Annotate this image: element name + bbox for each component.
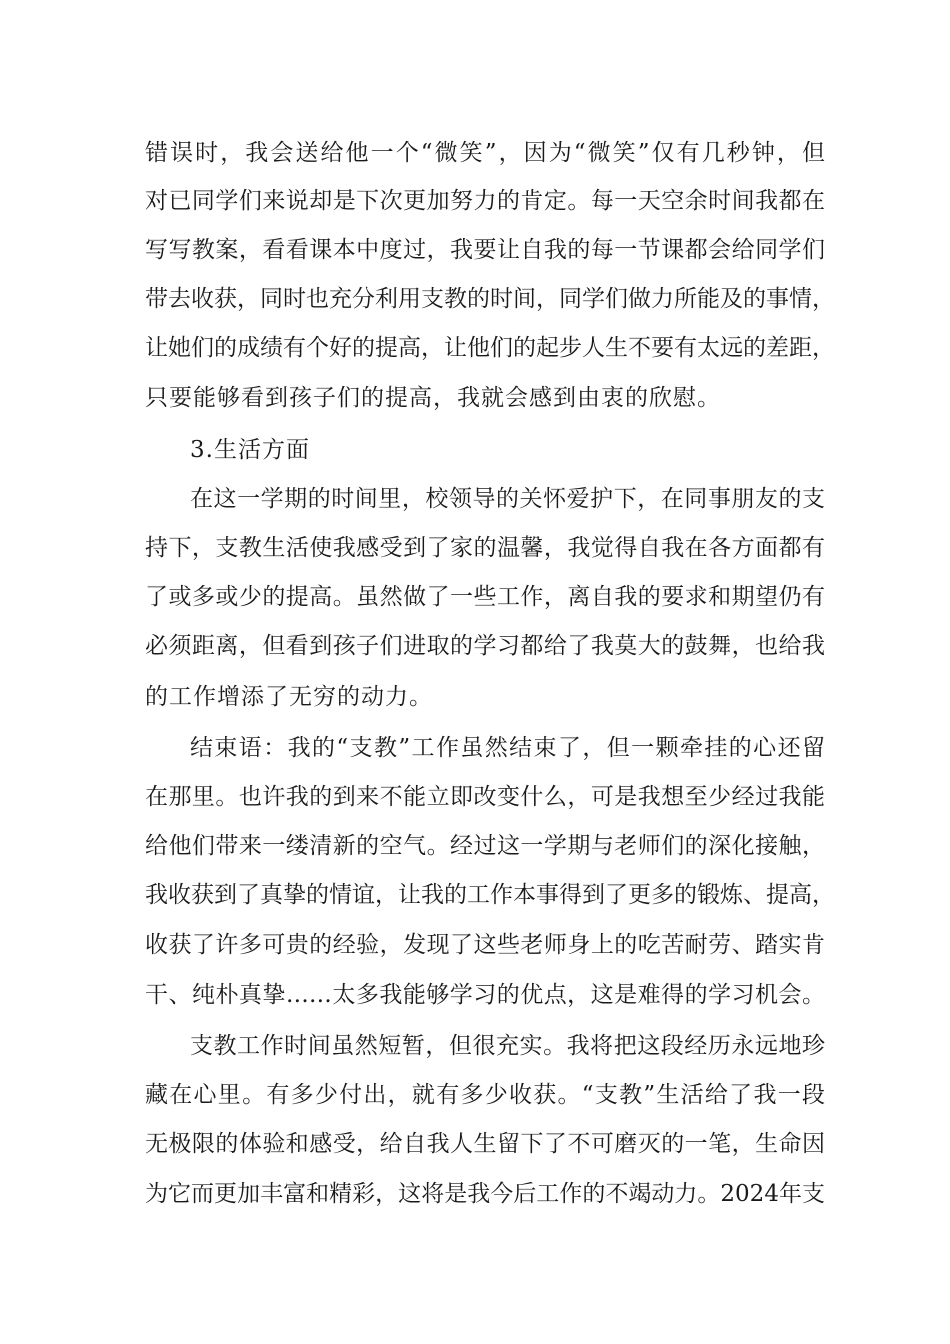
text-line: 藏在心里。有多少付出，就有多少收获。“支教”生活给了我一段 [145,1082,825,1108]
text-line: 让她们的成绩有个好的提高，让他们的起步人生不要有太远的差距， [145,335,835,361]
text-line: 只要能够看到孩子们的提高，我就会感到由衷的欣慰。 [145,385,721,411]
text-line: 干、纯朴真挚……太多我能够学习的优点，这是难得的学习机会。 [145,982,825,1008]
text-line: 了或多或少的提高。虽然做了一些工作，离自我的要求和期望仍有 [145,584,825,610]
text-line: 给他们带来一缕清新的空气。经过这一学期与老师们的深化接触， [145,833,825,859]
text-line: 我收获到了真挚的情谊，让我的工作本事得到了更多的锻炼、提高， [145,882,835,908]
text-line: 写写教案，看看课本中度过，我要让自我的每一节课都会给同学们 [145,237,825,263]
paragraph-first-line: 结束语：我的“支教”工作虽然结束了，但一颗牵挂的心还留 [190,735,825,761]
text-line: 的工作增添了无穷的动力。 [145,684,433,710]
text-line: 为它而更加丰富和精彩，这将是我今后工作的不竭动力。2024年支 [145,1181,825,1207]
paragraph-first-line: 支教工作时间虽然短暂，但很充实。我将把这段经历永远地珍 [190,1033,825,1059]
text-line: 带去收获，同时也充分利用支教的时间，同学们做力所能及的事情， [145,286,835,312]
text-line: 无极限的体验和感受，给自我人生留下了不可磨灭的一笔，生命因 [145,1131,825,1157]
section-heading: 3.生活方面 [190,437,310,463]
text-line: 收获了许多可贵的经验，发现了这些老师身上的吃苦耐劳、踏实肯 [145,932,825,958]
text-line: 错误时，我会送给他一个“微笑”，因为“微笑”仅有几秒钟，但 [145,140,825,166]
text-line: 对已同学们来说却是下次更加努力的肯定。每一天空余时间我都在 [145,188,825,214]
text-line: 持下，支教生活使我感受到了家的温馨，我觉得自我在各方面都有 [145,535,825,561]
paragraph-first-line: 在这一学期的时间里，校领导的关怀爱护下，在同事朋友的支 [190,486,825,512]
text-line: 在那里。也许我的到来不能立即改变什么，可是我想至少经过我能 [145,784,825,810]
text-line: 必须距离，但看到孩子们进取的学习都给了我莫大的鼓舞，也给我 [145,633,825,659]
